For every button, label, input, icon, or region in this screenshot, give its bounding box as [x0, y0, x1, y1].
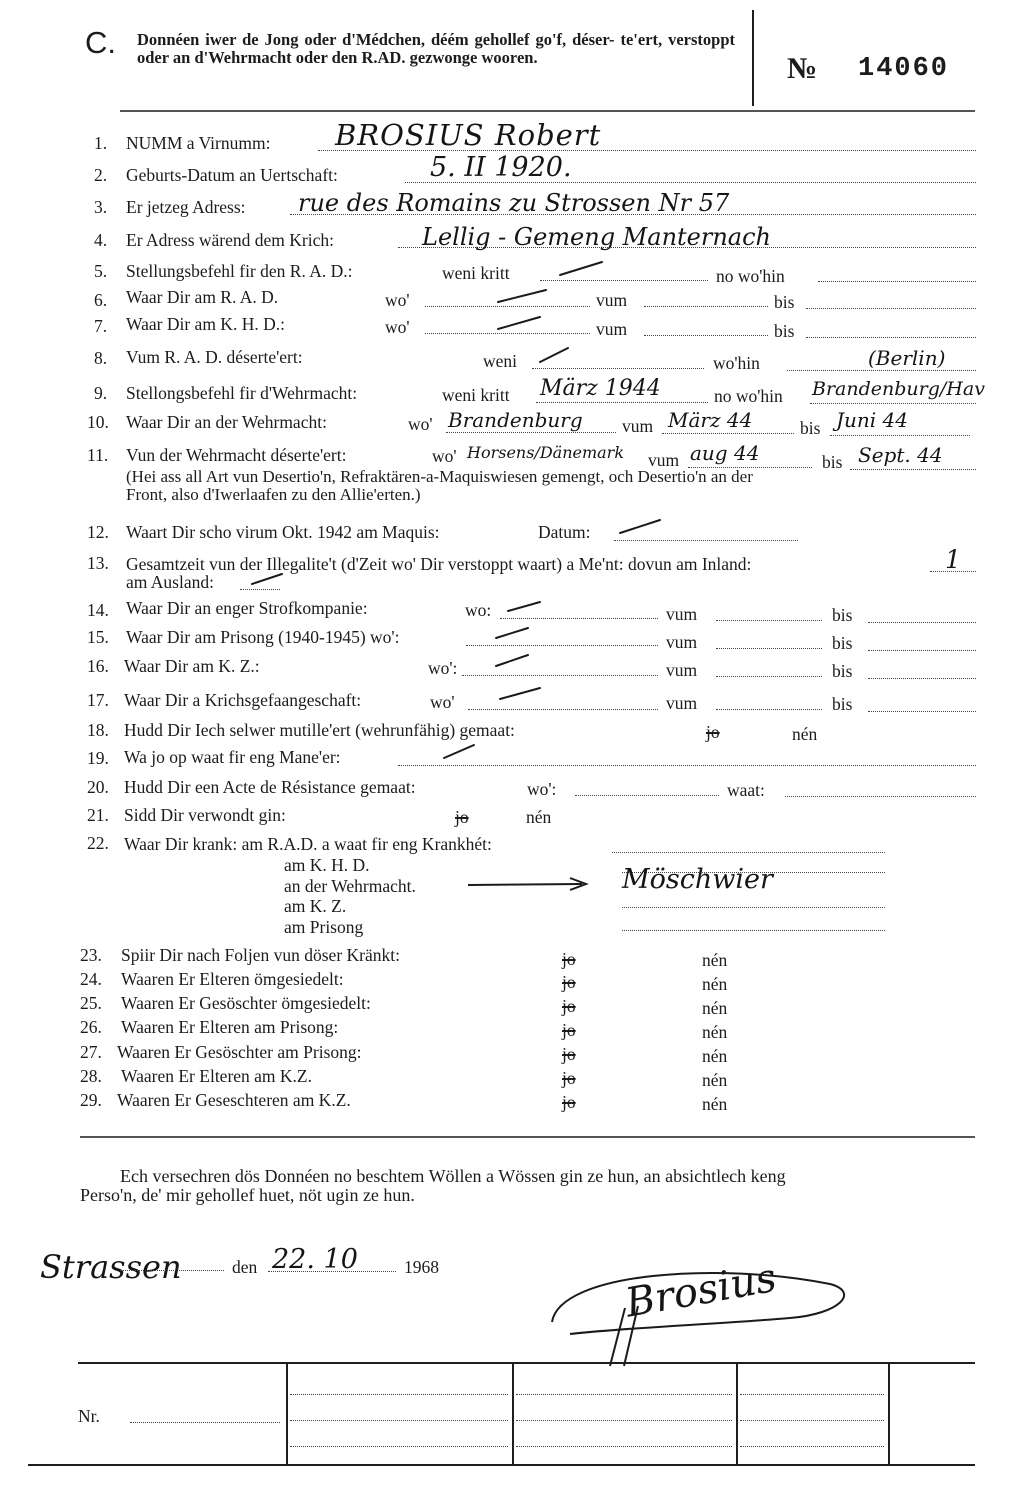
- q29-nen: nén: [702, 1094, 728, 1114]
- q21-label: Sidd Dir verwondt gin:: [124, 805, 286, 825]
- footer-top-rule: [78, 1362, 975, 1364]
- signing-den: den: [232, 1257, 258, 1277]
- q11-vum-value: aug 44: [690, 441, 760, 465]
- q25-number: 25.: [80, 993, 102, 1013]
- footer-bottom-rule: [28, 1464, 975, 1466]
- q6-wo: wo': [385, 290, 410, 310]
- q17-label: Waar Dir a Krichsgefaangeschaft:: [124, 690, 362, 710]
- q4-war-address: Lellig - Gemeng Manternach: [422, 223, 772, 251]
- q27-jo-struck: jo: [562, 1044, 576, 1064]
- q8-weni: weni: [483, 351, 518, 371]
- q22-sub-wehrmacht: an der Wehrmacht.: [284, 876, 416, 896]
- q3-label: Er jetzeg Adress:: [126, 197, 246, 217]
- q11-bis-value: Sept. 44: [858, 443, 943, 467]
- q13-ausland: am Ausland:: [126, 572, 214, 592]
- q28-jo-struck: jo: [562, 1068, 576, 1088]
- q21-number: 21.: [87, 805, 109, 825]
- q14-label: Waar Dir an enger Strofkompanie:: [126, 598, 368, 618]
- q11-number: 11.: [87, 445, 109, 465]
- q18-jo-struck: jo: [706, 722, 720, 742]
- declaration-line1: Ech versechren dös Donnéen no beschtem Wöllen a Wössen gin ze hun, an absichtlech keng: [120, 1166, 786, 1186]
- q18-label: Hudd Dir Iech selwer mutille'ert (wehrunfähig) gemaat:: [124, 720, 515, 740]
- q22-number: 22.: [87, 833, 109, 853]
- q13-inland-value: 1: [945, 545, 961, 574]
- q23-label: Spiir Dir nach Foljen vun döser Kränkt:: [121, 945, 400, 965]
- q7-number: 7.: [94, 316, 108, 336]
- q23-jo-struck: jo: [562, 949, 576, 969]
- q15-bis: bis: [832, 633, 853, 653]
- q5-wohin: no wo'hin: [716, 266, 785, 286]
- q27-number: 27.: [80, 1042, 102, 1062]
- footer-col4: [888, 1363, 890, 1464]
- q16-bis: bis: [832, 661, 853, 681]
- q3-address: rue des Romains zu Strossen Nr 57: [298, 189, 730, 217]
- q7-wo: wo': [385, 317, 410, 337]
- q22-illness: Möschwier: [622, 864, 773, 895]
- footer-col1: [286, 1363, 288, 1464]
- q11-wo: wo': [432, 446, 457, 466]
- q16-wo: wo':: [428, 658, 458, 678]
- q24-jo-struck: jo: [562, 972, 576, 992]
- q23-nen: nén: [702, 950, 728, 970]
- q7-bis: bis: [774, 321, 795, 341]
- footer-nr: Nr.: [78, 1406, 100, 1426]
- signing-place: Strassen: [40, 1248, 182, 1286]
- q17-vum: vum: [666, 693, 698, 713]
- q10-bis-value: Juni 44: [836, 408, 908, 432]
- q11-note-line2: Front, also d'Iwerlaafen zu den Allie'erten.): [126, 485, 421, 504]
- q19-label: Wa jo op waat fir eng Mane'er:: [124, 747, 341, 767]
- q17-number: 17.: [87, 690, 109, 710]
- q6-vum: vum: [596, 290, 628, 310]
- q22-sub-prisong: am Prisong: [284, 917, 364, 937]
- footer-nr-line: [130, 1422, 280, 1423]
- q19-number: 19.: [87, 748, 109, 768]
- q16-label: Waar Dir am K. Z.:: [124, 656, 260, 676]
- q5-number: 5.: [94, 261, 108, 281]
- place-line: [120, 1270, 224, 1271]
- q18-number: 18.: [87, 720, 109, 740]
- q20-number: 20.: [87, 777, 109, 797]
- q26-nen: nén: [702, 1022, 728, 1042]
- q20-wo: wo':: [527, 779, 557, 799]
- q13-number: 13.: [87, 553, 109, 573]
- q14-number: 14.: [87, 600, 109, 620]
- q8-number: 8.: [94, 348, 108, 368]
- q24-nen: nén: [702, 974, 728, 994]
- q2-number: 2.: [94, 165, 108, 185]
- q17-bis: bis: [832, 694, 853, 714]
- q9-wohin-value: Brandenburg/Hav: [812, 378, 985, 400]
- footer-row3-c4: [740, 1446, 884, 1447]
- footer-row1-c2: [290, 1394, 508, 1395]
- q20-label: Hudd Dir een Acte de Résistance gemaat:: [124, 777, 416, 797]
- q1-label: NUMM a Virnumm:: [126, 133, 271, 153]
- q12-datum: Datum:: [538, 522, 591, 542]
- q28-label: Waaren Er Elteren am K.Z.: [121, 1066, 312, 1086]
- q26-number: 26.: [80, 1017, 102, 1037]
- signature: Brosius: [622, 1254, 780, 1327]
- q11-vum: vum: [648, 450, 680, 470]
- q16-vum: vum: [666, 660, 698, 680]
- form-title: Donnéen iwer de Jong oder d'Médchen, déém gehollef go'f, déser- te'ert, verstoppt oder an d'Wehrmacht oder den R.AD. gezwonge wooren.: [137, 30, 735, 67]
- q17-wo: wo': [430, 692, 455, 712]
- q14-wo: wo:: [465, 600, 492, 620]
- q14-bis: bis: [832, 605, 853, 625]
- q8-wohin: wo'hin: [713, 353, 760, 373]
- q8-wohin-value: (Berlin): [868, 346, 946, 370]
- q11-label: Vun der Wehrmacht déserte'ert:: [126, 445, 347, 465]
- q23-number: 23.: [80, 945, 102, 965]
- q9-weni-value: März 1944: [540, 376, 661, 401]
- q6-bis: bis: [774, 292, 795, 312]
- q13-label: Gesamtzeit vun der Illegalite't (d'Zeit wo' Dir verstoppt waart) a Me'nt: dovun am Inland:: [126, 554, 752, 574]
- q21-jo-struck: jo: [455, 807, 469, 827]
- footer-row2-c2: [290, 1420, 508, 1421]
- q22-label: Waar Dir krank: am R.A.D. a waat fir eng Krankhét:: [124, 834, 492, 854]
- q26-label: Waaren Er Elteren am Prisong:: [121, 1017, 339, 1037]
- q24-number: 24.: [80, 969, 102, 989]
- q24-label: Waaren Er Elteren ömgesiedelt:: [121, 969, 344, 989]
- q10-wo: wo': [408, 414, 433, 434]
- q5-weni: weni kritt: [442, 263, 510, 283]
- q28-number: 28.: [80, 1066, 102, 1086]
- q9-weni: weni kritt: [442, 385, 510, 405]
- q4-label: Er Adress wärend dem Krich:: [126, 230, 334, 250]
- q22-sub-kz: am K. Z.: [284, 896, 347, 916]
- q10-vum-value: März 44: [668, 408, 753, 432]
- footer-row2-c3: [516, 1420, 732, 1421]
- q27-nen: nén: [702, 1046, 728, 1066]
- q3-number: 3.: [94, 197, 108, 217]
- q29-label: Waaren Er Geseschteren am K.Z.: [117, 1090, 351, 1110]
- q14-vum: vum: [666, 604, 698, 624]
- q5-label: Stellungsbefehl fir den R. A. D.:: [126, 261, 353, 281]
- q12-number: 12.: [87, 522, 109, 542]
- q11-note-line1: (Hei ass all Art vun Desertio'n, Refraktären-a-Maquiswiesen gemengt, och Desertio'n an der: [126, 467, 753, 486]
- signing-year: 1968: [404, 1257, 439, 1277]
- q15-vum: vum: [666, 632, 698, 652]
- q2-label: Geburts-Datum an Uertschaft:: [126, 165, 338, 185]
- q27-label: Waaren Er Gesöschter am Prisong:: [117, 1042, 362, 1062]
- signature-flourish: [540, 1262, 870, 1372]
- q16-number: 16.: [87, 656, 109, 676]
- q7-label: Waar Dir am K. H. D.:: [126, 314, 285, 334]
- q25-nen: nén: [702, 998, 728, 1018]
- q1-number: 1.: [94, 133, 108, 153]
- q4-number: 4.: [94, 230, 108, 250]
- q9-label: Stellongsbefehl fir d'Wehrmacht:: [126, 383, 358, 403]
- q25-jo-struck: jo: [562, 996, 576, 1016]
- q10-wo-value: Brandenburg: [448, 408, 583, 432]
- footer-col2: [512, 1363, 514, 1464]
- form-number: 14060: [858, 54, 950, 84]
- q26-jo-struck: jo: [562, 1020, 576, 1040]
- q20-waat: waat:: [727, 780, 765, 800]
- q25-label: Waaren Er Gesöschter ömgesiedelt:: [121, 993, 371, 1013]
- q29-number: 29.: [80, 1090, 102, 1110]
- q11-wo-value: Horsens/Dänemark: [467, 443, 625, 462]
- section-letter: C.: [85, 25, 116, 60]
- q8-label: Vum R. A. D. déserte'ert:: [126, 347, 303, 367]
- q2-birth-date: 5. II 1920.: [430, 152, 572, 183]
- declaration-line2: Perso'n, de' mir gehollef huet, nöt ugin ze hun.: [80, 1185, 415, 1205]
- q29-jo-struck: jo: [562, 1092, 576, 1112]
- q11-bis: bis: [822, 452, 843, 472]
- footer-col3: [736, 1363, 738, 1464]
- declaration-top-rule: [80, 1136, 975, 1138]
- q22-sub-khd: am K. H. D.: [284, 855, 370, 875]
- q21-nen: nén: [526, 807, 552, 827]
- footer-row1-c3: [516, 1394, 732, 1395]
- q15-label: Waar Dir am Prisong (1940-1945) wo':: [126, 627, 400, 647]
- q10-bis: bis: [800, 418, 821, 438]
- q18-nen: nén: [792, 724, 818, 744]
- q12-label: Waart Dir scho virum Okt. 1942 am Maquis:: [126, 522, 440, 542]
- q9-wohin: no wo'hin: [714, 386, 783, 406]
- q1-name: BROSIUS Robert: [335, 118, 602, 152]
- q7-vum: vum: [596, 319, 628, 339]
- q6-number: 6.: [94, 290, 108, 310]
- q10-vum: vum: [622, 416, 654, 436]
- signing-date: 22. 10: [272, 1244, 358, 1275]
- q10-number: 10.: [87, 412, 109, 432]
- footer-row1-c4: [740, 1394, 884, 1395]
- q15-number: 15.: [87, 627, 109, 647]
- q6-label: Waar Dir am R. A. D.: [126, 287, 279, 307]
- q9-number: 9.: [94, 383, 108, 403]
- q28-nen: nén: [702, 1070, 728, 1090]
- footer-row2-c4: [740, 1420, 884, 1421]
- number-symbol: №: [787, 52, 818, 85]
- q10-label: Waar Dir an der Wehrmacht:: [126, 412, 327, 432]
- footer-row3-c3: [516, 1446, 732, 1447]
- footer-row3-c2: [290, 1446, 508, 1447]
